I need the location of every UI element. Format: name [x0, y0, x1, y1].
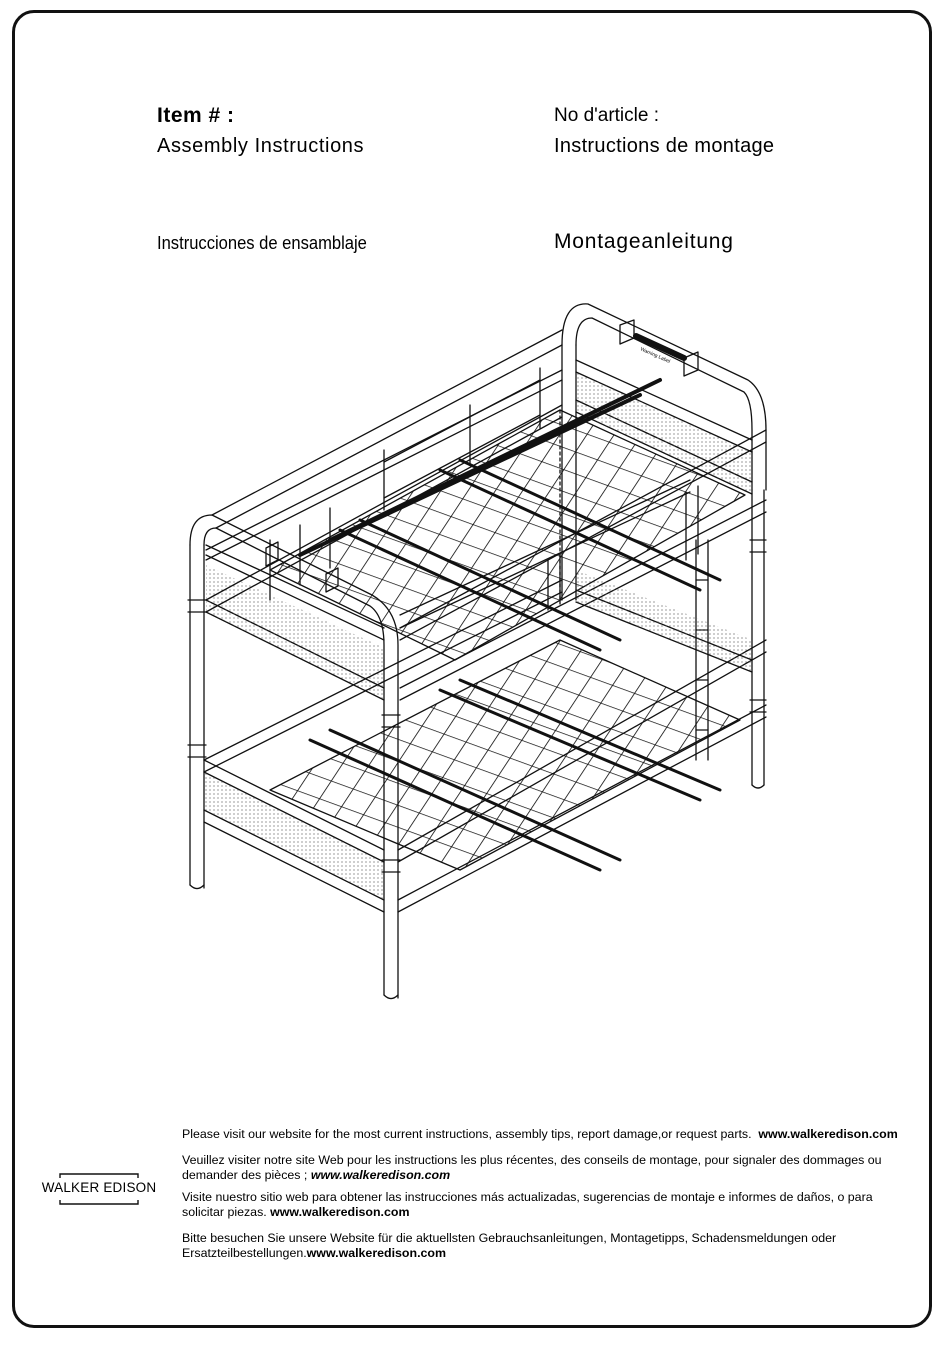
instructions-de-montage-heading: Instructions de montage: [554, 135, 775, 157]
footer-german-text: Bitte besuchen Sie unsere Website für die aktuellsten Gebrauchsanleitungen, Montagetipps, Schadensmeldungen oder Ersatzteilbestellungen.: [182, 1231, 837, 1260]
warning-label-text: Warning Label: [639, 346, 671, 365]
walker-edison-logo: [38, 1171, 160, 1207]
assembly-instructions-heading: Assembly Instructions: [157, 135, 365, 157]
footer-spanish: [182, 1190, 912, 1220]
website-link-en[interactable]: www.walkeredison.com: [758, 1127, 898, 1141]
footer-english-text: Please visit our website for the most current instructions, assembly tips, report damage,or request parts.: [182, 1127, 752, 1141]
footer-french: [182, 1153, 912, 1183]
footer-french-text: Veuillez visiter notre site Web pour les instructions les plus récentes, des conseils de montage, pour signaler des dommages ou demander des pièces ;: [182, 1153, 882, 1182]
item-number-heading: Item # :: [157, 104, 235, 127]
footer-english: [182, 1127, 922, 1142]
logo-text: WALKER EDISON: [41, 1180, 157, 1195]
footer-spanish-text: Visite nuestro sitio web para obtener las instrucciones más actualizadas, sugerencias de montaje e informes de daños, o para solicitar piezas.: [182, 1190, 873, 1219]
instrucciones-ensamblaje-heading: Instrucciones de ensamblaje: [157, 233, 367, 253]
no-article-heading: No d'article :: [554, 105, 660, 126]
website-link-de[interactable]: www.walkeredison.com: [306, 1246, 446, 1260]
montageanleitung-heading: Montageanleitung: [554, 230, 734, 253]
footer-german: [182, 1231, 912, 1261]
website-link-fr[interactable]: www.walkeredison.com: [310, 1168, 451, 1182]
website-link-es[interactable]: www.walkeredison.com: [270, 1205, 410, 1219]
